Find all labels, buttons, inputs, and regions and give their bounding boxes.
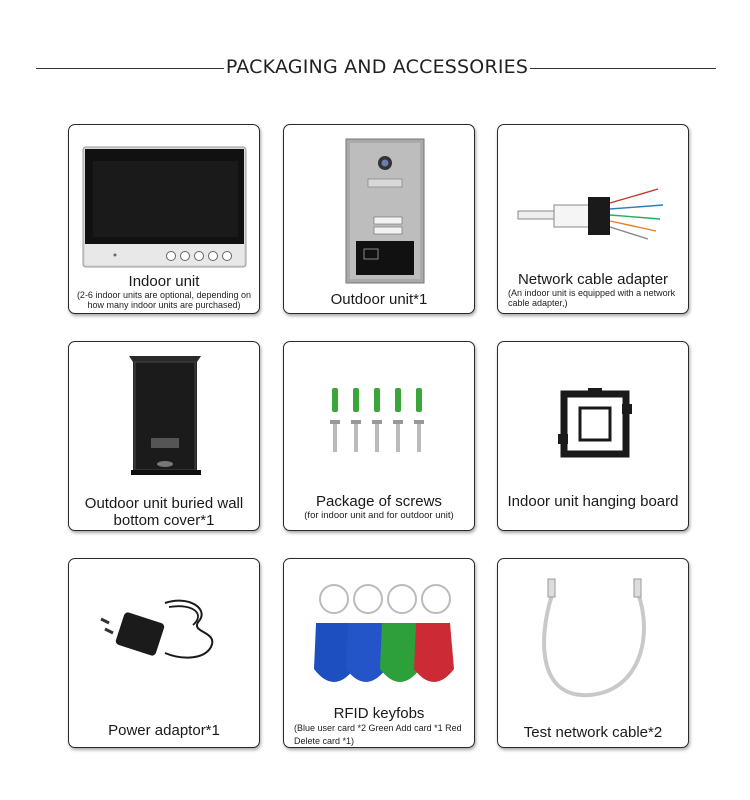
card-title: Outdoor unit*1 [330, 291, 428, 308]
card-title: Indoor unit [128, 273, 200, 290]
power-adapter-icon [69, 559, 259, 699]
card-title: RFID keyfobs [333, 705, 425, 722]
screws-icon [284, 342, 474, 482]
network-adapter-icon [498, 125, 688, 265]
header-rule-right [530, 68, 716, 69]
card-title: Network cable adapter [517, 271, 669, 288]
card-title: Outdoor unit buried wall bottom cover*1 [84, 495, 244, 529]
page-title: PACKAGING AND ACCESSORIES [225, 56, 529, 78]
hanging-bracket-icon [498, 342, 688, 482]
back-box-icon [69, 342, 259, 492]
accessory-card-rfid-keyfobs [283, 558, 475, 748]
accessory-card-test-network-cable [497, 558, 689, 748]
section-header [0, 56, 750, 82]
accessory-card-outdoor-unit [283, 124, 475, 314]
card-subtitle: (2-6 indoor units are optional, depending on how many indoor units are purchased) [76, 290, 252, 310]
header-rule-left [36, 68, 224, 69]
accessory-card-screws [283, 341, 475, 531]
outdoor-doorbell-icon [284, 125, 474, 285]
accessory-card-indoor-unit [68, 124, 260, 314]
card-subtitle: (An indoor unit is equipped with a network cable adapter,) [508, 288, 676, 308]
accessory-card-network-cable-adapter [497, 124, 689, 314]
card-title: Package of screws [316, 493, 442, 510]
accessory-card-back-box [68, 341, 260, 531]
indoor-monitor-icon [69, 125, 259, 275]
accessory-card-power-adaptor [68, 558, 260, 748]
card-subtitle: (for indoor unit and for outdoor unit) [304, 510, 454, 521]
card-title: Test network cable*2 [523, 724, 663, 741]
card-subtitle: (Blue user card *2 Green Add card *1 Red Delete card *1) [294, 723, 462, 746]
network-cable-icon [498, 559, 688, 709]
accessory-card-hanging-board [497, 341, 689, 531]
card-title: Indoor unit hanging board [507, 493, 679, 510]
keyfob-icon [284, 559, 474, 699]
card-title: Power adaptor*1 [108, 722, 220, 739]
